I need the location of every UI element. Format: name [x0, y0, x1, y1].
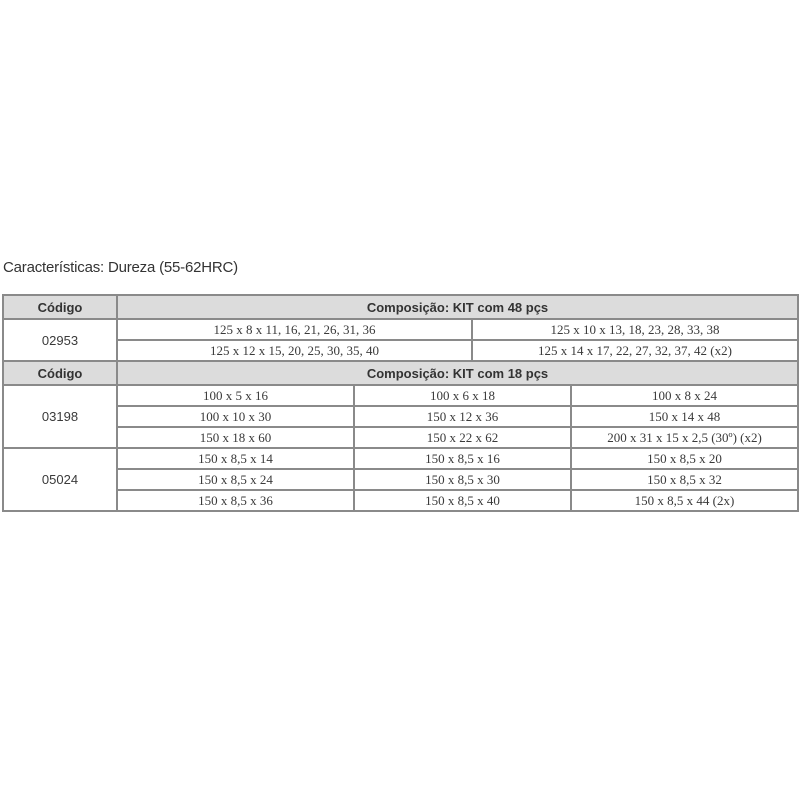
table-cell: 125 x 10 x 13, 18, 23, 28, 33, 38	[472, 319, 798, 340]
composition-table	[2, 294, 799, 512]
composition-header: Composição: KIT com 18 pçs	[117, 361, 798, 385]
table-cell: 125 x 12 x 15, 20, 25, 30, 35, 40	[117, 340, 472, 361]
table-row	[3, 427, 798, 448]
table-row	[3, 448, 798, 469]
table-cell: 100 x 5 x 16	[117, 385, 354, 406]
code-header: Código	[3, 295, 117, 319]
table-cell: 150 x 18 x 60	[117, 427, 354, 448]
table-cell: 150 x 8,5 x 30	[354, 469, 571, 490]
composition-header: Composição: KIT com 48 pçs	[117, 295, 798, 319]
table-cell: 150 x 8,5 x 16	[354, 448, 571, 469]
product-code: 02953	[3, 319, 117, 361]
table-row	[3, 340, 798, 361]
table-row	[3, 319, 798, 340]
product-code: 03198	[3, 385, 117, 448]
table-cell: 150 x 12 x 36	[354, 406, 571, 427]
table-row	[3, 469, 798, 490]
table-row	[3, 406, 798, 427]
table-cell: 200 x 31 x 15 x 2,5 (30º) (x2)	[571, 427, 798, 448]
table-cell: 150 x 8,5 x 40	[354, 490, 571, 511]
table-cell: 150 x 22 x 62	[354, 427, 571, 448]
table-cell: 100 x 8 x 24	[571, 385, 798, 406]
table-row	[3, 385, 798, 406]
table-cell: 100 x 6 x 18	[354, 385, 571, 406]
table-cell: 125 x 14 x 17, 22, 27, 32, 37, 42 (x2)	[472, 340, 798, 361]
table-cell: 150 x 8,5 x 44 (2x)	[571, 490, 798, 511]
table-cell: 150 x 8,5 x 24	[117, 469, 354, 490]
table-cell: 150 x 8,5 x 14	[117, 448, 354, 469]
code-header: Código	[3, 361, 117, 385]
table-cell: 100 x 10 x 30	[117, 406, 354, 427]
table-header-row	[3, 361, 798, 385]
table-header-row	[3, 295, 798, 319]
table-cell: 150 x 8,5 x 32	[571, 469, 798, 490]
table-row	[3, 490, 798, 511]
table-cell: 150 x 8,5 x 20	[571, 448, 798, 469]
table-cell: 150 x 14 x 48	[571, 406, 798, 427]
characteristics-caption: Características: Dureza (55-62HRC)	[3, 259, 238, 276]
table-cell: 150 x 8,5 x 36	[117, 490, 354, 511]
product-code: 05024	[3, 448, 117, 511]
table-cell: 125 x 8 x 11, 16, 21, 26, 31, 36	[117, 319, 472, 340]
